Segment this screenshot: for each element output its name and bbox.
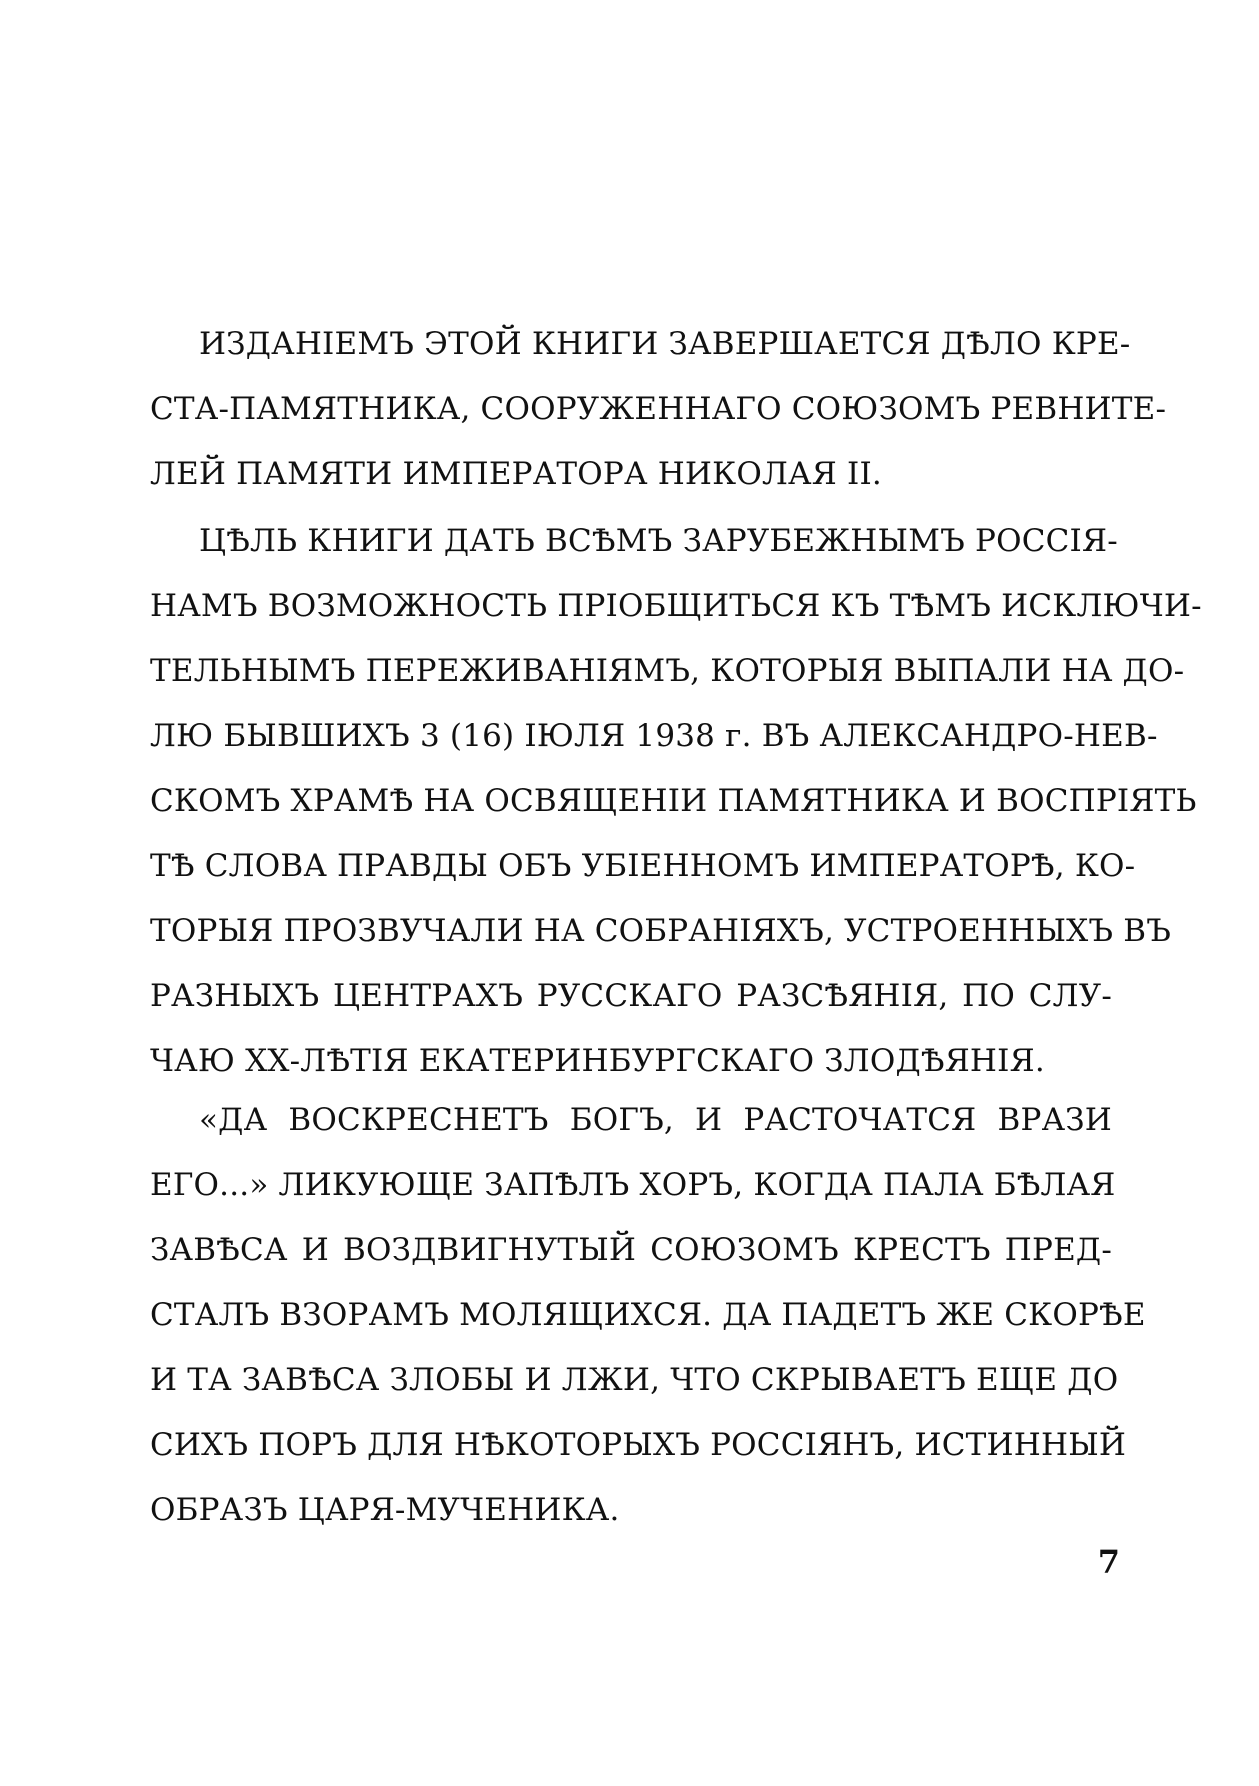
paragraph-line: ЛЕЙ ПАМЯТИ ИМПЕРАТОРА НИКОЛАЯ II. [150,456,882,492]
paragraph-line: РАЗНЫХЪ ЦЕНТРАХЪ РУССКАГО РАЗСѢЯНІЯ, ПО СЛУ- [150,978,1112,1014]
paragraph-line: ТОРЫЯ ПРОЗВУЧАЛИ НА СОБРАНІЯХЪ, УСТРОЕННЫХЪ ВЪ [150,913,1172,949]
paragraph-line: СТАЛЪ ВЗОРАМЪ МОЛЯЩИХСЯ. ДА ПАДЕТЪ ЖЕ СКОРѢЕ [150,1297,1146,1333]
paragraph-line: ЕГО...» ЛИКУЮЩЕ ЗАПѢЛЪ ХОРЪ, КОГДА ПАЛА БѢЛАЯ [150,1167,1116,1203]
paragraph-2 [150,509,1202,1094]
paragraph-line: ИЗДАНІЕМЪ ЭТОЙ КНИГИ ЗАВЕРШАЕТСЯ ДѢЛО КРЕ- [199,326,1131,362]
paragraph-line: СТА-ПАМЯТНИКА, СООРУЖЕННАГО СОЮЗОМЪ РЕВНИТЕ- [150,391,1167,427]
paragraph-line: ЗАВѢСА И ВОЗДВИГНУТЫЙ СОЮЗОМЪ КРЕСТЪ ПРЕД- [150,1232,1112,1268]
paragraph-1 [150,312,1167,507]
paragraph-line: ЧАЮ ХХ-ЛѢТІЯ ЕКАТЕРИНБУРГСКАГО ЗЛОДѢЯНІЯ. [150,1043,1045,1079]
paragraph-line: «ДА ВОСКРЕСНЕТЪ БОГЪ, И РАСТОЧАТСЯ ВРАЗИ [199,1102,1112,1138]
paragraph-3 [150,1088,1146,1543]
paragraph-line: ЦѢЛЬ КНИГИ ДАТЬ ВСѢМЪ ЗАРУБЕЖНЫМЪ РОССІЯ- [199,523,1118,559]
paragraph-line: СИХЪ ПОРЪ ДЛЯ НѢКОТОРЫХЪ РОССІЯНЪ, ИСТИННЫЙ [150,1427,1127,1463]
page-number: 7 [1097,1543,1120,1581]
paragraph-line: ТЕЛЬНЫМЪ ПЕРЕЖИВАНІЯМЪ, КОТОРЫЯ ВЫПАЛИ НА ДО- [150,653,1185,689]
paragraph-line: И ТА ЗАВѢСА ЗЛОБЫ И ЛЖИ, ЧТО СКРЫВАЕТЪ ЕЩЕ ДО [150,1362,1119,1398]
paragraph-line: ТѢ СЛОВА ПРАВДЫ ОБЪ УБІЕННОМЪ ИМПЕРАТОРѢ, КО- [150,848,1136,884]
paragraph-line: ОБРАЗЪ ЦАРЯ-МУЧЕНИКА. [150,1492,620,1528]
paragraph-line: ЛЮ БЫВШИХЪ 3 (16) ІЮЛЯ 1938 г. ВЪ АЛЕКСАНДРО-НЕВ- [150,718,1158,754]
paragraph-line: НАМЪ ВОЗМОЖНОСТЬ ПРІОБЩИТЬСЯ КЪ ТѢМЪ ИСКЛЮЧИ- [150,588,1202,624]
paragraph-line: СКОМЪ ХРАМѢ НА ОСВЯЩЕНІИ ПАМЯТНИКА И ВОСПРІЯТЬ [150,783,1197,819]
